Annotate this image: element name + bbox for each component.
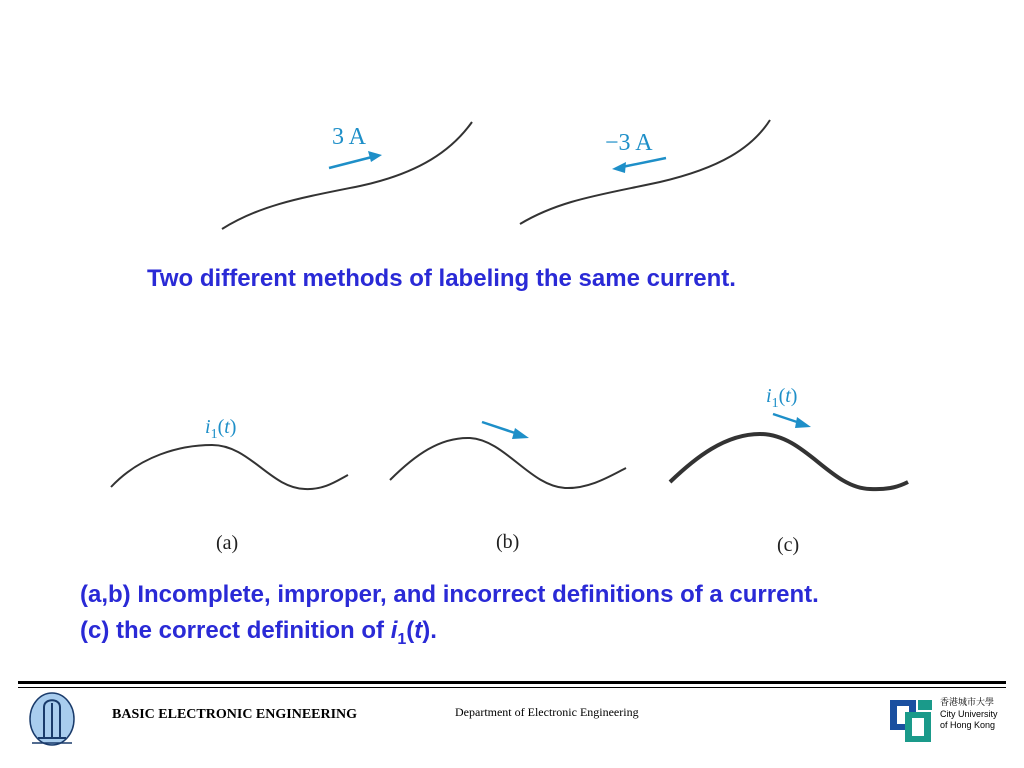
- caption-top: Two different methods of labeling the same current.: [147, 265, 736, 292]
- label-neg3a: −3 A: [605, 130, 653, 156]
- current-label-a: $i_1(t)$: [205, 416, 237, 442]
- caption-open-paren: (: [406, 617, 415, 644]
- caption-var-i: i: [390, 617, 398, 644]
- university-line2: of Hong Kong: [940, 720, 996, 730]
- panel-label-c: (c): [777, 534, 800, 556]
- label-3a: 3 A: [332, 124, 367, 150]
- caption-var-t: t: [414, 617, 423, 644]
- arrowhead-right-top: [368, 151, 382, 162]
- arrow-b: [482, 422, 518, 434]
- arrowhead-c: [795, 417, 811, 428]
- caption-sub-1: 1: [397, 630, 407, 648]
- wire-c: [670, 434, 908, 489]
- department-name: Department of Electronic Engineering: [455, 705, 639, 719]
- arrow-left-top: [622, 158, 666, 167]
- footer-divider-thick: [18, 681, 1006, 684]
- caption-close-paren: ).: [422, 617, 437, 644]
- arrowhead-left-top: [612, 162, 626, 173]
- department-logo: [30, 693, 74, 745]
- university-chinese: 香港城市大學: [940, 698, 995, 708]
- caption-bottom-line2: [80, 616, 437, 655]
- wire-b: [390, 438, 626, 488]
- cityu-logo: [890, 700, 932, 742]
- wire-a: [111, 445, 348, 489]
- caption-line2-prefix: (c) the correct definition of: [80, 617, 391, 644]
- current-label-c: $i_1(t)$: [766, 385, 798, 411]
- arrow-right-top: [329, 157, 372, 168]
- arrow-c: [773, 414, 800, 423]
- university-name: [940, 698, 998, 731]
- footer-divider-thin: [18, 687, 1006, 688]
- panel-label-b: (b): [496, 531, 520, 553]
- panel-label-a: (a): [216, 532, 239, 554]
- arrowhead-b: [512, 428, 529, 439]
- university-line1: City University: [940, 709, 998, 719]
- caption-bottom-line1: (a,b) Incomplete, improper, and incorrect definitions of a current.: [80, 581, 819, 608]
- course-title: BASIC ELECTRONIC ENGINEERING: [112, 707, 358, 722]
